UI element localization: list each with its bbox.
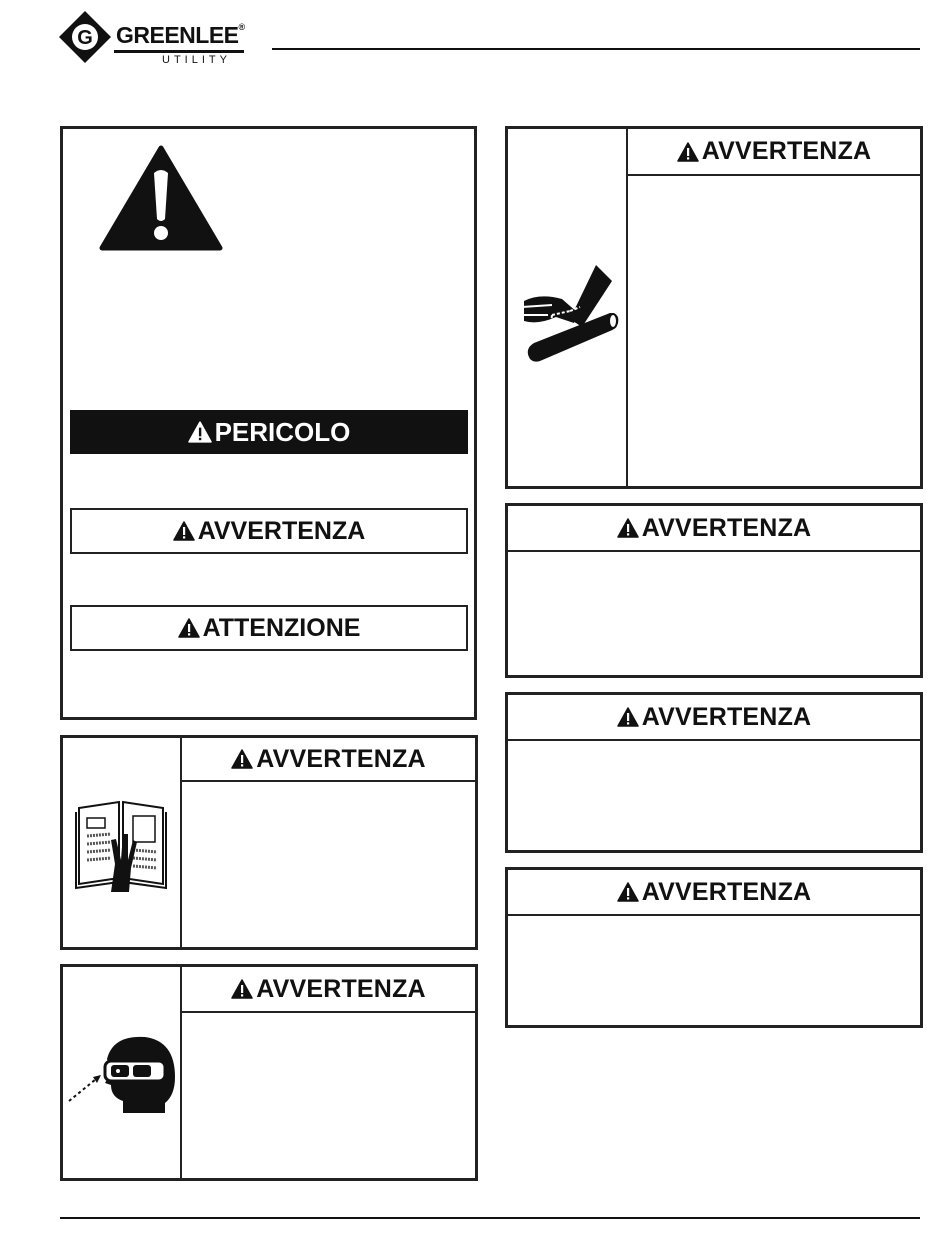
- warning-triangle-icon: [617, 882, 639, 902]
- fluid-injection-icon: [516, 261, 622, 367]
- right-warning-box-1: [505, 503, 923, 678]
- injection-warning-text: AVVERTENZA: [701, 137, 872, 165]
- registered-mark: ®: [238, 22, 245, 32]
- hazard-definitions-box: [60, 126, 477, 720]
- goggles-warning-box: [60, 964, 478, 1181]
- warning-triangle-icon: [173, 521, 195, 541]
- brand-underline: [114, 50, 244, 53]
- caution-label: [70, 605, 468, 651]
- injection-warning-box: [505, 126, 923, 489]
- right-warning-3-header: [508, 870, 920, 916]
- danger-text: PERICOLO: [214, 416, 351, 447]
- warning-triangle-icon: [617, 518, 639, 538]
- logo-letter: G: [77, 27, 93, 49]
- warning-triangle-icon: [231, 979, 253, 999]
- goggles-warning-header: [182, 967, 475, 1013]
- safety-alert-symbol-icon: [99, 145, 223, 251]
- right-warning-3-text: AVVERTENZA: [641, 877, 812, 906]
- right-warning-box-3: [505, 867, 923, 1028]
- warning-triangle-icon: [231, 749, 253, 769]
- division-label: UTILITY: [162, 54, 231, 66]
- right-warning-1-text: AVVERTENZA: [641, 513, 812, 542]
- warning-triangle-icon: [178, 618, 200, 638]
- logo-diamond-icon: [58, 10, 112, 64]
- injection-warning-header: [628, 129, 920, 176]
- right-warning-1-header: [508, 506, 920, 552]
- brand-text: GREENLEE: [116, 22, 239, 48]
- read-manual-icon: [73, 794, 171, 894]
- warning-triangle-icon: [188, 421, 212, 443]
- danger-label: [70, 410, 468, 454]
- right-warning-2-text: AVVERTENZA: [641, 702, 812, 731]
- manual-warning-text: AVVERTENZA: [256, 744, 426, 773]
- warning-triangle-icon: [677, 142, 699, 162]
- eye-protection-icon: [67, 1033, 177, 1115]
- brand-name: [116, 22, 245, 49]
- right-warning-box-2: [505, 692, 923, 853]
- manual-warning-header: [182, 738, 475, 782]
- warning-text: AVVERTENZA: [197, 516, 366, 545]
- footer-rule: [60, 1217, 920, 1219]
- warning-triangle-icon: [617, 707, 639, 727]
- manual-warning-box: [60, 735, 478, 950]
- goggles-warning-text: AVVERTENZA: [256, 974, 426, 1003]
- brand-logo: [58, 10, 258, 68]
- header-rule: [272, 48, 920, 50]
- right-warning-2-header: [508, 695, 920, 741]
- warning-label: [70, 508, 468, 554]
- caution-text: ATTENZIONE: [202, 613, 361, 642]
